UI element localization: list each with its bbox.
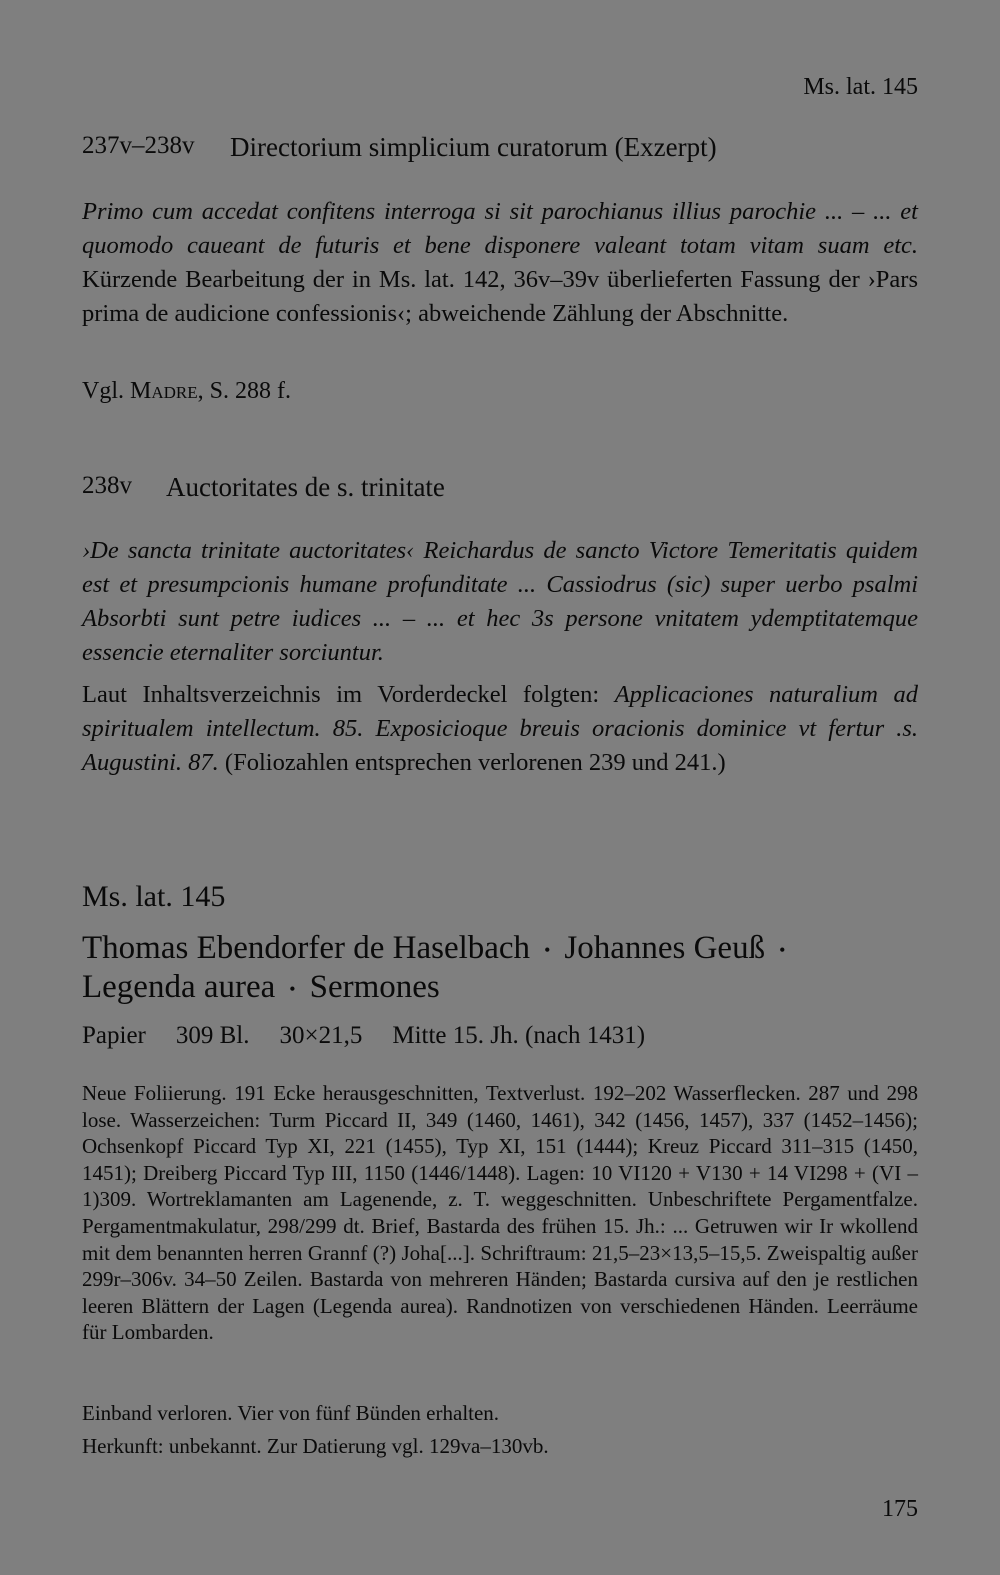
separator: • [779, 939, 786, 960]
entry-heading [82, 132, 717, 163]
folio-range: 238v [82, 472, 132, 499]
note-text: Laut Inhaltsverzeichnis im Vorderdeckel folgten: [82, 681, 600, 708]
date: Mitte 15. Jh. (nach 1431) [392, 1022, 646, 1049]
title-part: Legenda aurea [82, 968, 276, 1005]
separator: • [289, 978, 296, 999]
vgl-author: Madre [130, 378, 198, 404]
provenance-note: Herkunft: unbekannt. Zur Datierung vgl. 129va–130vb. [82, 1434, 549, 1458]
description-text: Kürzende Bearbeitung der in Ms. lat. 142, 36v–39v überlieferten Fassung der ›Pars prima de audicione confessionis‹; abweichende Zählung der Abschnitte. [82, 266, 918, 327]
title-part: Thomas Ebendorfer de Haselbach [82, 930, 531, 966]
entry-title: Auctoritates de s. trinitate [166, 472, 445, 502]
bibliography-ref [82, 378, 291, 405]
page-number: 175 [882, 1496, 918, 1522]
binding-note: Einband verloren. Vier von fünf Bünden erhalten. [82, 1401, 500, 1425]
folio-range: 237v–238v [82, 132, 195, 159]
entry-note [82, 678, 918, 780]
entry-heading [82, 472, 445, 503]
format: 30×21,5 [279, 1022, 363, 1049]
entry-text [82, 195, 918, 331]
title-part: Sermones [309, 968, 440, 1005]
vgl-prefix: Vgl. [82, 378, 124, 404]
manuscript-metadata [82, 1022, 645, 1050]
entry-text [82, 534, 918, 670]
manuscript-title [82, 930, 918, 1008]
note-italic: Applicaciones naturalium ad spiritualem intellectum. 85. Exposicioque breuis oracionis dominice vt fertur .s. Augustini. 87. [82, 681, 919, 776]
material: Papier [82, 1022, 146, 1049]
vgl-page: , S. 288 f. [197, 378, 291, 404]
title-part: Johannes Geuß [564, 930, 766, 966]
codicology-description: Neue Foliierung. 191 Ecke herausgeschnitten, Textverlust. 192–202 Wasserflecken. 287 und 298 lose. Wasserzeichen: Turm Piccard II, 349 (1460, 1461), 342 (1456, 1457), 337 (1452–1456); Ochsenkopf Piccard Typ XI, 221 (1455), Typ XI, 151 (1444); Kreuz Piccard 311–315 (1450, 1451); Dreiberg Piccard Typ III, 1150 (1446/1448). Lagen: 10 VI120 + V130 + 14 VI298 + (VI – 1)309. Wortreklamanten am Lagenende, z. T. weggeschnitten. Unbeschriftete Pergamentfalze. Pergamentmakulatur, 298/299 dt. Brief, Bastarda des frühen 15. Jh.: ... Getruwen wir Ir wkollend mit dem benannten herren Grannf (?) Joha[...]. Schriftraum: 21,5–23×13,5–15,5. Zweispaltig außer 299r–306v. 34–50 Zeilen. Bastarda von mehreren Händen; Bastarda cursiva auf den je restlichen leeren Blättern der Lagen (Legenda aurea). Randnotizen von verschiedenen Händen. Leerräume für Lombarden. [82, 1081, 918, 1345]
separator: • [544, 939, 551, 960]
running-header: Ms. lat. 145 [803, 74, 918, 100]
incipit-text: Primo cum accedat confitens interroga si sit parochianus illius parochie ... – ... et quomodo caueant de futuris et bene disponere valeant totam vitam suam etc. [82, 198, 918, 259]
note-text: (Foliozahlen entsprechen verlorenen 239 und 241.) [224, 749, 726, 776]
incipit-text: ›De sancta trinitate auctoritates‹ Reichardus de sancto Victore Temeritatis quidem est et presumpcionis humane profunditate ... Cassiodrus (sic) super uerbo psalmi Absorbti sunt petre iudices ... – ... et hec 3s persone vnitatem ydemptitatemque essencie eternaliter sorciuntur. [82, 537, 918, 666]
manuscript-shelfmark: Ms. lat. 145 [82, 880, 226, 913]
entry-title: Directorium simplicium curatorum (Exzerpt) [230, 132, 717, 162]
leaf-count: 309 Bl. [175, 1022, 250, 1049]
